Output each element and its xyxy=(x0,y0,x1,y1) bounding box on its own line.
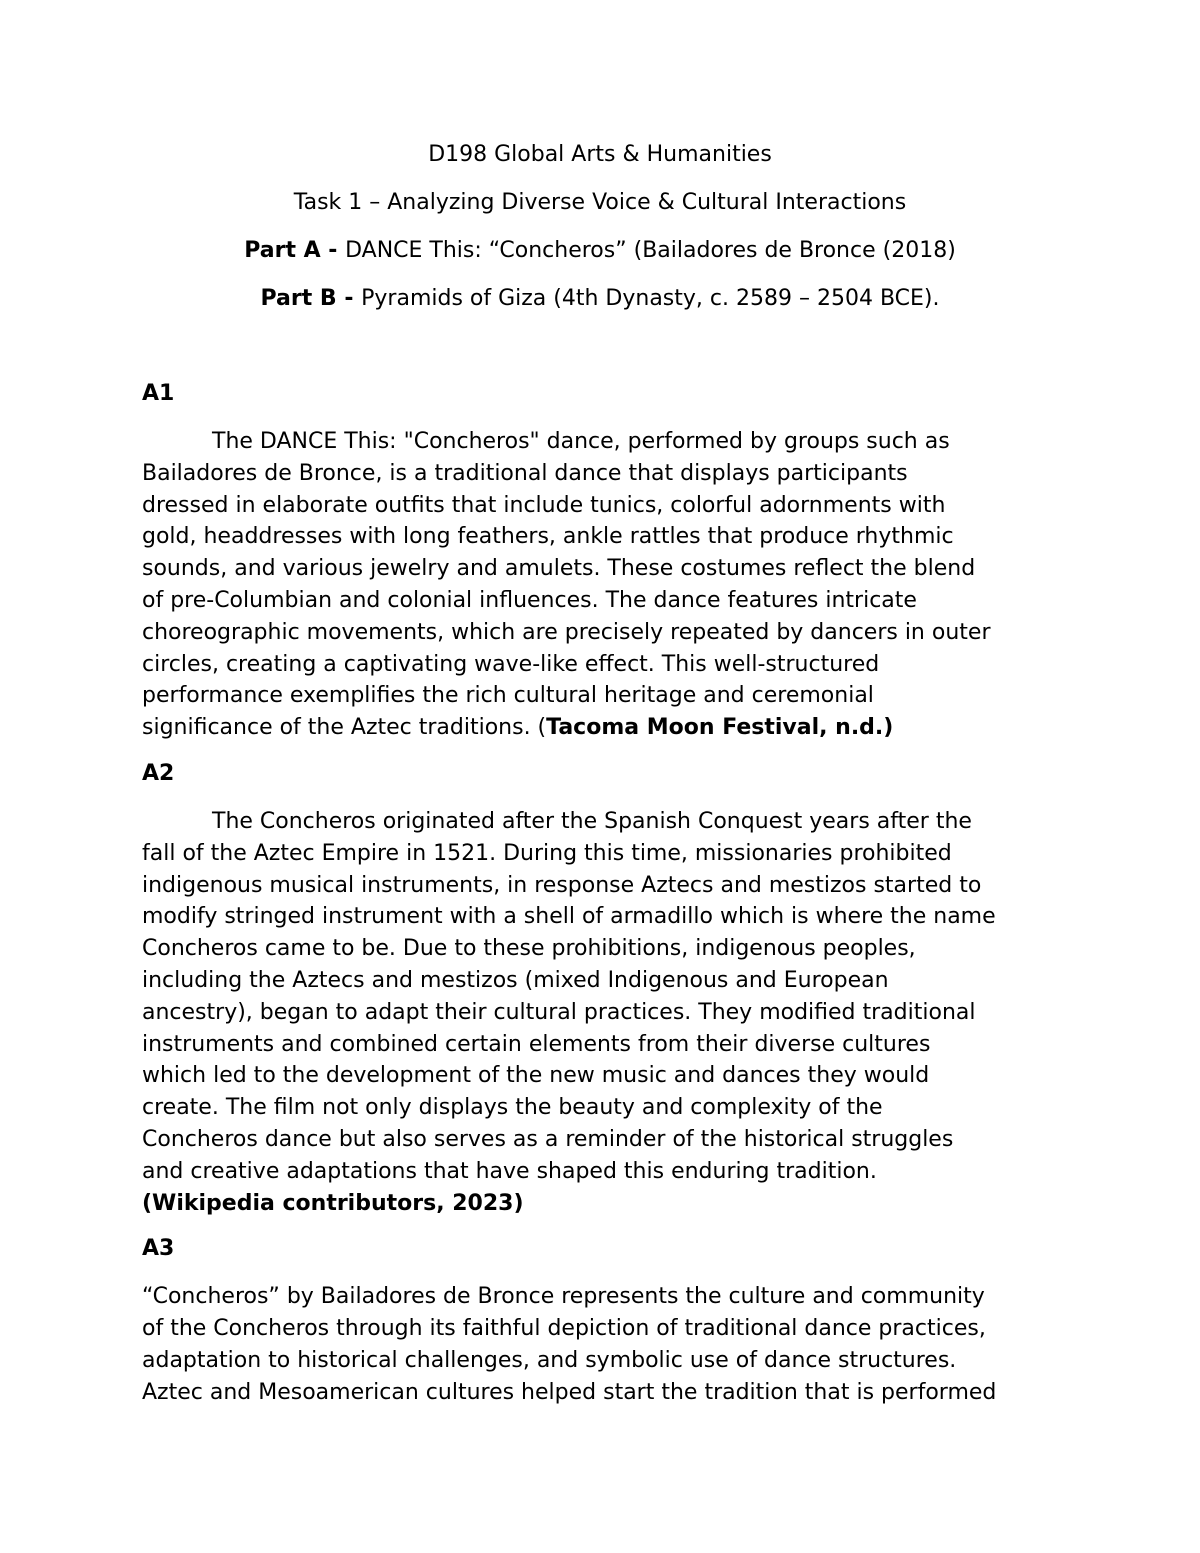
a1-last-line-text: significance of the Aztec traditions. ( xyxy=(142,715,547,741)
document-header xyxy=(0,140,1200,332)
paragraph-line: Aztec and Mesoamerican cultures helped start the tradition that is performed xyxy=(142,1379,997,1405)
paragraph-line: “Concheros” by Bailadores de Bronce represents the culture and community xyxy=(142,1284,985,1310)
task-title: Task 1 – Analyzing Diverse Voice & Cultural Interactions xyxy=(293,190,907,215)
paragraph-line: Concheros dance but also serves as a reminder of the historical struggles xyxy=(142,1126,954,1152)
paragraph-line: including the Aztecs and mestizos (mixed Indigenous and European xyxy=(142,967,889,993)
paragraph-line: dressed in elaborate outfits that include tunics, colorful adornments with xyxy=(142,492,946,518)
paragraph-line: performance exemplifies the rich cultural heritage and ceremonial xyxy=(142,683,874,709)
paragraph-line: ancestry), began to adapt their cultural practices. They modified traditional xyxy=(142,999,976,1025)
section-a1-heading: A1 xyxy=(142,381,175,406)
paragraph-line: The Concheros originated after the Spanish Conquest years after the xyxy=(212,808,972,834)
part-b-line xyxy=(0,284,1200,332)
paragraph-line xyxy=(142,712,1062,744)
part-b-label: Part B - xyxy=(260,286,362,311)
paragraph-line: sounds, and various jewelry and amulets. These costumes reflect the blend xyxy=(142,556,976,582)
paragraph-line: Concheros came to be. Due to these prohibitions, indigenous peoples, xyxy=(142,936,916,962)
section-a3-paragraph xyxy=(142,1281,1062,1408)
section-a1-paragraph xyxy=(142,426,1062,744)
a2-citation: (Wikipedia contributors, 2023) xyxy=(142,1190,524,1216)
paragraph-line: instruments and combined certain elements from their diverse cultures xyxy=(142,1031,931,1057)
paragraph-line: choreographic movements, which are precisely repeated by dancers in outer xyxy=(142,619,991,645)
paragraph-line: Bailadores de Bronce, is a traditional dance that displays participants xyxy=(142,460,908,486)
paragraph-line: circles, creating a captivating wave-like effect. This well-structured xyxy=(142,651,880,677)
a1-citation: Tacoma Moon Festival, n.d.) xyxy=(546,715,894,741)
paragraph-line: of the Concheros through its faithful depiction of traditional dance practices, xyxy=(142,1316,986,1342)
section-a2-paragraph xyxy=(142,806,1062,1219)
paragraph-line: adaptation to historical challenges, and symbolic use of dance structures. xyxy=(142,1347,957,1373)
part-a-label: Part A - xyxy=(244,238,346,263)
part-a-line xyxy=(0,236,1200,284)
part-a-text: DANCE This: “Concheros” (Bailadores de Bronce (2018) xyxy=(345,238,956,263)
document-body xyxy=(142,378,1062,1423)
paragraph-line: The DANCE This: "Concheros" dance, performed by groups such as xyxy=(212,429,950,454)
paragraph-line: indigenous musical instruments, in response Aztecs and mestizos started to xyxy=(142,872,982,898)
paragraph-line: gold, headdresses with long feathers, ankle rattles that produce rhythmic xyxy=(142,524,954,550)
section-a2-heading: A2 xyxy=(142,760,175,786)
paragraph-line: create. The film not only displays the beauty and complexity of the xyxy=(142,1095,883,1121)
course-title: D198 Global Arts & Humanities xyxy=(428,142,772,167)
paragraph-line: fall of the Aztec Empire in 1521. During this time, missionaries prohibited xyxy=(142,840,952,866)
part-b-text: Pyramids of Giza (4th Dynasty, c. 2589 – 2504 BCE). xyxy=(361,286,940,311)
paragraph-line: which led to the development of the new music and dances they would xyxy=(142,1063,930,1089)
paragraph-line: modify stringed instrument with a shell of armadillo which is where the name xyxy=(142,904,996,930)
section-a3-heading: A3 xyxy=(142,1236,175,1262)
paragraph-line: of pre-Columbian and colonial influences. The dance features intricate xyxy=(142,587,917,613)
paragraph-line: and creative adaptations that have shaped this enduring tradition. xyxy=(142,1158,877,1184)
